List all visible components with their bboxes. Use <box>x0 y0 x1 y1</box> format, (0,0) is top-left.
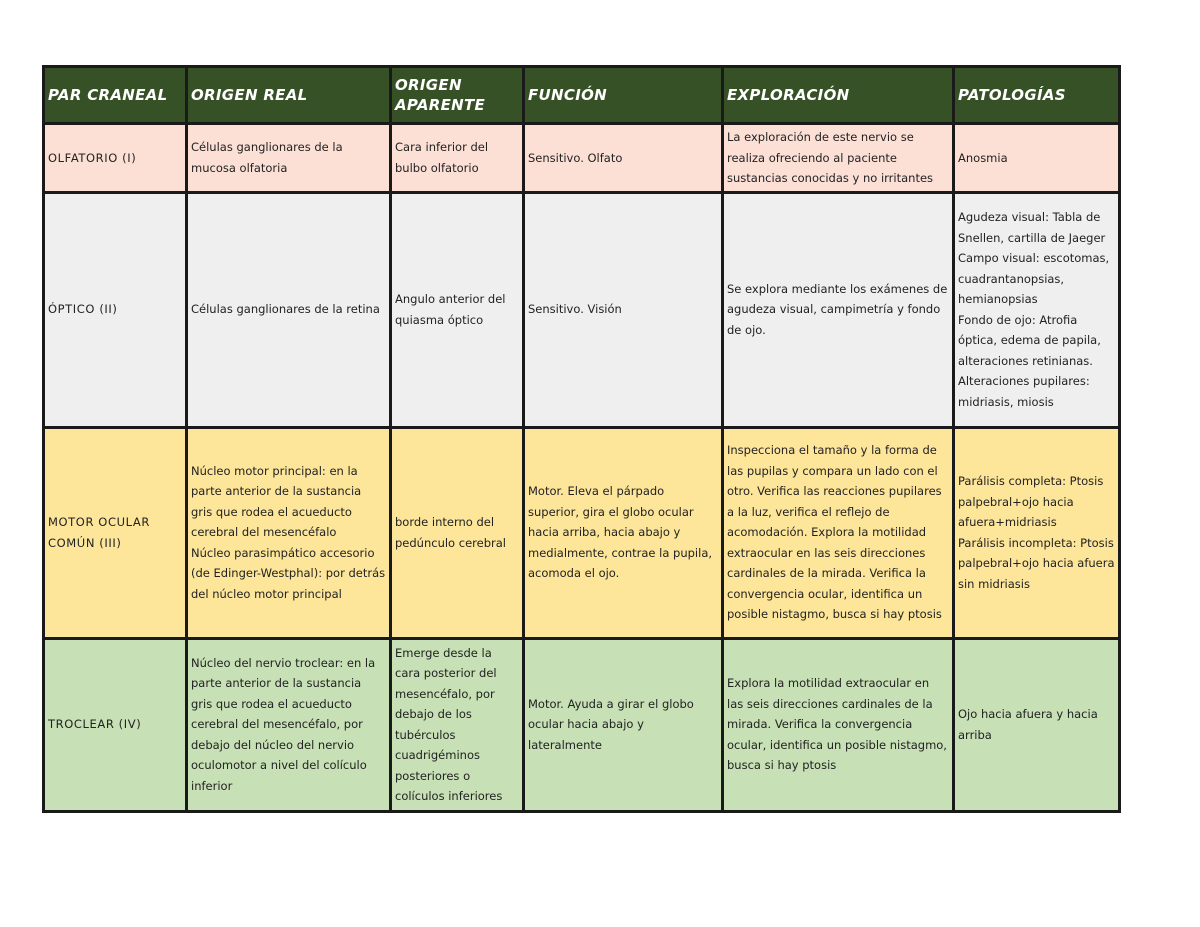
header-par-craneal: PAR CRANEAL <box>44 67 187 124</box>
header-exploracion: EXPLORACIÓN <box>723 67 954 124</box>
cell-origen-real: Núcleo del nervio troclear: en la parte anterior de la sustancia gris que rodea el acueducto cerebral del mesencéfalo, por debajo del núcleo del nervio oculomotor a nivel del colículo inferior <box>187 638 391 811</box>
table-row <box>44 638 1120 811</box>
table-row <box>44 427 1120 638</box>
table-row <box>44 192 1120 427</box>
cell-par-craneal: TROCLEAR (IV) <box>44 638 187 811</box>
table-header-row <box>44 67 1120 124</box>
cell-exploracion: La exploración de este nervio se realiza ofreciendo al paciente sustancias conocidas y no irritantes <box>723 124 954 193</box>
cell-patologias: Agudeza visual: Tabla de Snellen, cartilla de Jaeger Campo visual: escotomas, cuadrantanopsias, hemianopsias Fondo de ojo: Atrofia óptica, edema de papila, alteraciones retinianas. Alteraciones pupilares: midriasis, miosis <box>954 192 1120 427</box>
cell-par-craneal: ÓPTICO (II) <box>44 192 187 427</box>
cell-funcion: Motor. Eleva el párpado superior, gira el globo ocular hacia arriba, hacia abajo y medialmente, contrae la pupila, acomoda el ojo. <box>524 427 723 638</box>
cell-funcion: Motor. Ayuda a girar el globo ocular hacia abajo y lateralmente <box>524 638 723 811</box>
cell-patologias: Anosmia <box>954 124 1120 193</box>
cell-origen-real: Núcleo motor principal: en la parte anterior de la sustancia gris que rodea el acueducto cerebral del mesencéfalo Núcleo parasimpático accesorio (de Edinger-Westphal): por detrás del núcleo motor principal <box>187 427 391 638</box>
cell-par-craneal: MOTOR OCULAR COMÚN (III) <box>44 427 187 638</box>
cranial-nerves-table <box>42 65 1121 813</box>
cell-funcion: Sensitivo. Olfato <box>524 124 723 193</box>
cell-exploracion: Explora la motilidad extraocular en las seis direcciones cardinales de la mirada. Verifica la convergencia ocular, identifica un posible nistagmo, busca si hay ptosis <box>723 638 954 811</box>
table-row <box>44 124 1120 193</box>
cell-origen-aparente: Emerge desde la cara posterior del mesencéfalo, por debajo de los tubérculos cuadrigéminos posteriores o colículos inferiores <box>391 638 524 811</box>
header-origen-real: ORIGEN REAL <box>187 67 391 124</box>
cell-patologias: Ojo hacia afuera y hacia arriba <box>954 638 1120 811</box>
cell-origen-real: Células ganglionares de la retina <box>187 192 391 427</box>
cell-origen-aparente: borde interno del pedúnculo cerebral <box>391 427 524 638</box>
cell-origen-aparente: Angulo anterior del quiasma óptico <box>391 192 524 427</box>
cell-patologias: Parálisis completa: Ptosis palpebral+ojo hacia afuera+midriasis Parálisis incompleta: Ptosis palpebral+ojo hacia afuera sin midriasis <box>954 427 1120 638</box>
cell-origen-real: Células ganglionares de la mucosa olfatoria <box>187 124 391 193</box>
cell-exploracion: Se explora mediante los exámenes de agudeza visual, campimetría y fondo de ojo. <box>723 192 954 427</box>
cell-par-craneal: OLFATORIO (I) <box>44 124 187 193</box>
cell-origen-aparente: Cara inferior del bulbo olfatorio <box>391 124 524 193</box>
cell-funcion: Sensitivo. Visión <box>524 192 723 427</box>
header-funcion: FUNCIÓN <box>524 67 723 124</box>
header-patologias: PATOLOGÍAS <box>954 67 1120 124</box>
cell-exploracion: Inspecciona el tamaño y la forma de las pupilas y compara un lado con el otro. Verifica las reacciones pupilares a la luz, verifica el reflejo de acomodación. Explora la motilidad extraocular en las seis direcciones cardinales de la mirada. Verifica la convergencia ocular, identifica un posible nistagmo, busca si hay ptosis <box>723 427 954 638</box>
header-origen-aparente: ORIGEN APARENTE <box>391 67 524 124</box>
